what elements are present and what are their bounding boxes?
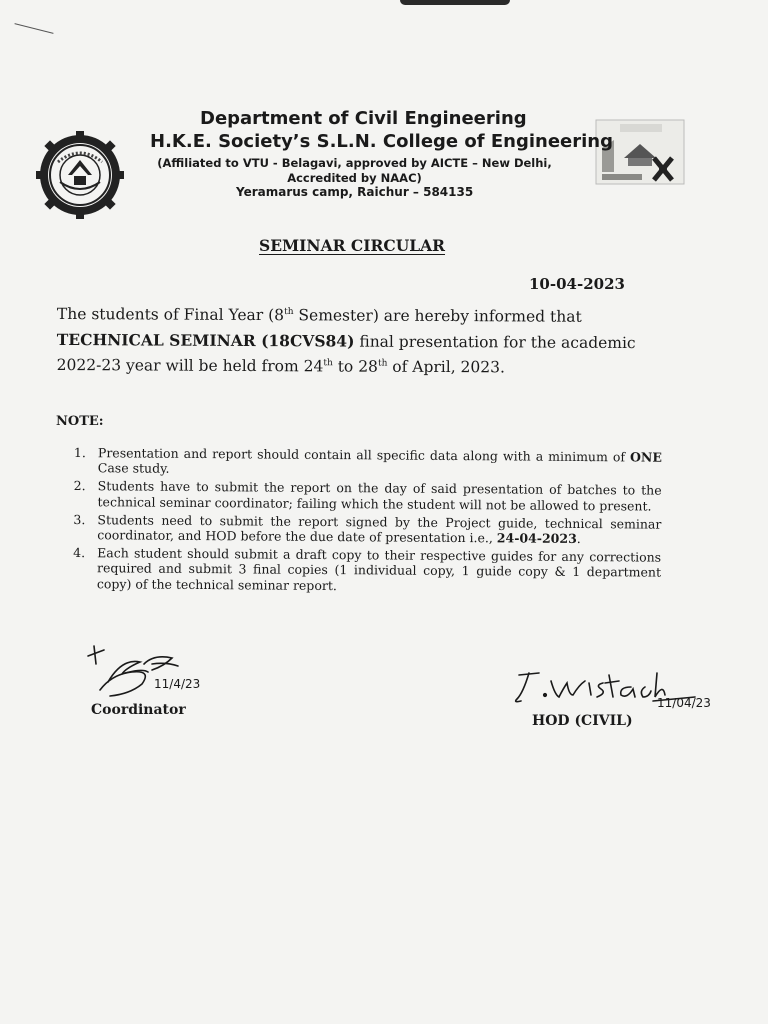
coordinator-signature-date: 11/4/23	[154, 677, 201, 691]
note-list	[69, 445, 662, 598]
note-item-number: 1.	[73, 445, 86, 461]
note-item-text: Presentation and report should contain all specific data along with a minimum of	[97, 445, 631, 465]
hod-signature	[505, 665, 730, 713]
coordinator-signature	[82, 644, 232, 702]
intro-sup-1: th	[284, 307, 294, 318]
note-item-text: Each student should submit a draft copy to their respective guides for any corrections required and submit 3 final copies (1 individual copy, 1 guide copy & 1 department copy) of the technical seminar report.	[96, 545, 662, 593]
intro-paragraph	[57, 302, 665, 381]
affiliation-text	[157, 156, 552, 186]
pen-mark	[14, 23, 53, 34]
affiliation-line-1: (Affiliated to VTU - Belagavi, approved by AICTE – New Delhi,	[157, 156, 552, 170]
college-logo-icon	[30, 130, 130, 220]
note-item	[70, 445, 662, 480]
note-item	[69, 545, 661, 595]
hod-signature-date: 11/04/23	[657, 696, 711, 710]
intro-sup-3: th	[377, 358, 388, 369]
intro-text-1: The students of Final Year (8	[56, 304, 285, 325]
seminar-code: TECHNICAL SEMINAR (18CVS84)	[56, 329, 355, 351]
note-item-number: 3.	[73, 511, 86, 527]
intro-sup-2: th	[323, 358, 333, 369]
note-item-bold: ONE	[630, 449, 662, 465]
intro-text-4: to 28	[332, 357, 378, 376]
note-item	[69, 478, 661, 513]
top-edge-shadow	[400, 0, 510, 5]
note-item-text: Students have to submit the report on the day of said presentation of batches to the technical seminar coordinator; failing which the student will not be allowed to present.	[97, 478, 662, 514]
note-item-text-end: .	[576, 530, 581, 547]
affiliation-line-2: Accredited by NAAC)	[287, 171, 422, 185]
note-label: NOTE:	[56, 414, 104, 429]
intro-text-2: Semester) are hereby informed that	[293, 306, 582, 326]
note-item	[69, 512, 661, 547]
college-name: H.K.E. Society’s S.L.N. College of Engineering	[150, 131, 613, 152]
coordinator-label: Coordinator	[91, 702, 186, 718]
college-address: Yeramarus camp, Raichur – 584135	[236, 185, 474, 199]
note-item-text-end: Case study.	[97, 460, 170, 476]
intro-text-3: final presentation for the academic 2022-23 year will be held from 24	[56, 332, 636, 376]
note-item-number: 4.	[73, 545, 86, 561]
hod-label: HOD (CIVIL)	[532, 713, 633, 729]
note-item-bold: 24-04-2023	[496, 530, 577, 546]
department-heading: Department of Civil Engineering	[200, 108, 527, 129]
note-item-number: 2.	[73, 478, 86, 494]
intro-text-5: of April, 2023.	[387, 357, 506, 377]
right-emblem-icon	[594, 118, 686, 186]
circular-title: SEMINAR CIRCULAR	[259, 236, 446, 255]
circular-date: 10-04-2023	[529, 275, 625, 293]
note-item-text: Students need to submit the report signed by the Project guide, technical seminar coordinator, and HOD before the due date of presentation i.e.,	[97, 512, 662, 546]
